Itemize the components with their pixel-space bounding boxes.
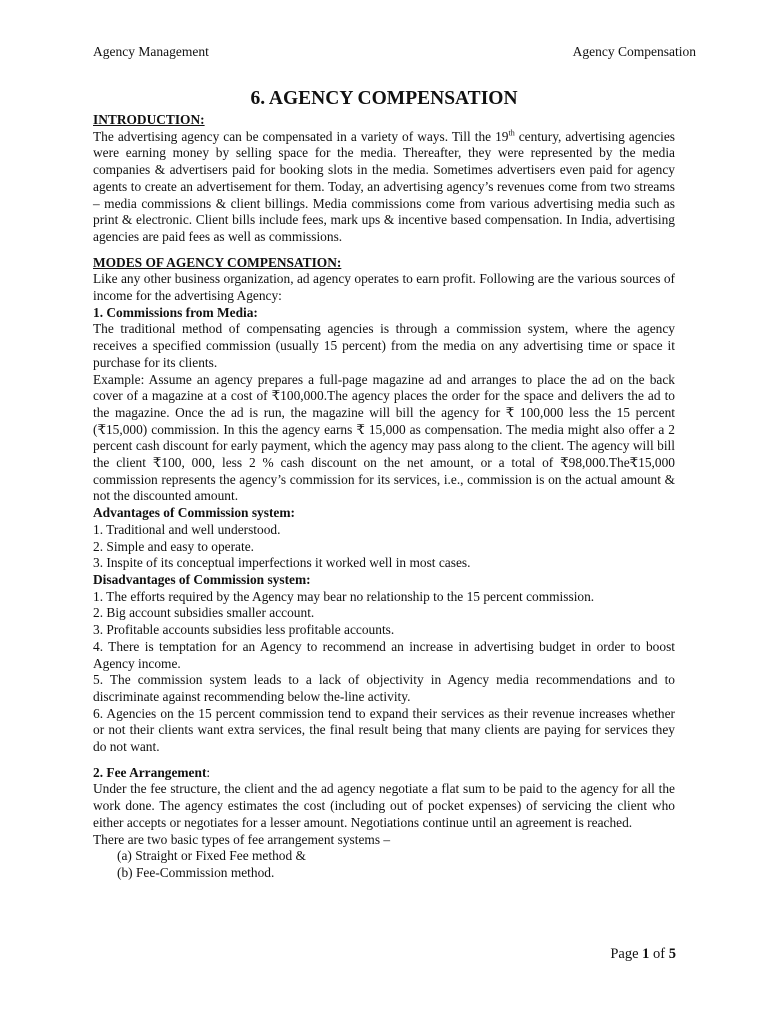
page-number: Page 1 of 5 — [610, 946, 676, 962]
disadvantages-heading: Disadvantages of Commission system: — [93, 571, 311, 587]
list-item: 1. The efforts required by the Agency may bear no relationship to the 15 percent commission. — [93, 588, 595, 604]
list-item: 4. There is temptation for an Agency to recommend an increase in advertising budget in order to boost Agency income. — [93, 638, 675, 671]
intro-paragraph: The advertising agency can be compensated in a variety of ways. Till the 19th century, advertising agencies were earning money by selling space for the media. Thereafter, they were represented by the media companies & advertisers paid for booking slots in the media. Sometimes advertisers even paid for agency agents to create an advertisement for them. Today, an advertising agency’s revenues come from two streams – media commissions & client billings. Media commissions come from various advertising media such as print & electronic. Client bills include fees, mark ups & incentive based compensation. In India, advertising agencies are paid fees as well as commissions. — [93, 128, 675, 244]
modes-paragraph: Like any other business organization, ad agency operates to earn profit. Following are the various sources of income for the advertising Agency: — [93, 271, 675, 304]
fee-type-item: (a) Straight or Fixed Fee method & — [117, 848, 306, 864]
fee-types-intro: There are two basic types of fee arrangement systems – — [93, 831, 391, 847]
list-item: 1. Traditional and well understood. — [93, 521, 281, 537]
list-item: 3. Inspite of its conceptual imperfections it worked well in most cases. — [93, 555, 471, 571]
advantages-heading: Advantages of Commission system: — [93, 505, 295, 521]
commissions-heading: 1. Commissions from Media: — [93, 304, 258, 320]
header-left: Agency Management — [93, 44, 209, 59]
header-right: Agency Compensation — [572, 44, 696, 59]
list-item: 3. Profitable accounts subsidies less profitable accounts. — [93, 622, 395, 638]
fee-paragraph: Under the fee structure, the client and the ad agency negotiate a flat sum to be paid to the agency for all the work done. The agency estimates the cost (including out of pocket expenses) of servicing the client who either accepts or negotiates for a lesser amount. Negotiations continue until an agreement is reached. — [93, 781, 675, 830]
commissions-paragraph: The traditional method of compensating agencies is through a commission system, where the agency receives a specified commission (usually 15 percent) from the media on any advertising time or space it purchase for its clients. — [93, 321, 675, 370]
fee-heading: 2. Fee Arrangement — [93, 764, 207, 780]
list-item: 5. The commission system leads to a lack of objectivity in Agency media recommendations and to discriminate against recommending below the-line activity. — [93, 672, 675, 704]
list-item: 2. Simple and easy to operate. — [93, 538, 255, 554]
modes-heading: MODES OF AGENCY COMPENSATION: — [93, 254, 342, 270]
fee-heading-line: 2. Fee Arrangement: — [93, 764, 211, 780]
fee-type-item: (b) Fee-Commission method. — [117, 864, 275, 880]
list-item: 6. Agencies on the 15 percent commission tend to expand their services as their revenue increases whether or not their clients want extra services, the final result being that many clients are paying for services they do not want. — [93, 705, 675, 755]
list-item: 2. Big account subsidies smaller account. — [93, 605, 315, 621]
page-title: 6. AGENCY COMPENSATION — [250, 88, 518, 109]
document-body — [93, 88, 675, 882]
intro-heading: INTRODUCTION: — [93, 112, 205, 127]
commissions-example: Example: Assume an agency prepares a full-page magazine ad and arranges to place the ad on the back cover of a magazine at a cost of ₹100,000.The agency places the order for the space and delivers the ad to the magazine. Once the ad is run, the magazine will bill the agency for ₹ 100,000 less the 15 percent (₹15,000) commission. In this the agency earns ₹ 15,000 as compensation. The media might also offer a 2 percent cash discount for early payment, which the agency may pass along to the client. The agency will bill the client ₹100, 000, less 2 % cash discount on the net amount, or a total of ₹98,000.The₹15,000 commission represents the agency’s commission for its services, i.e., commission is on the actual amount & not the discounted amount. — [93, 371, 675, 504]
